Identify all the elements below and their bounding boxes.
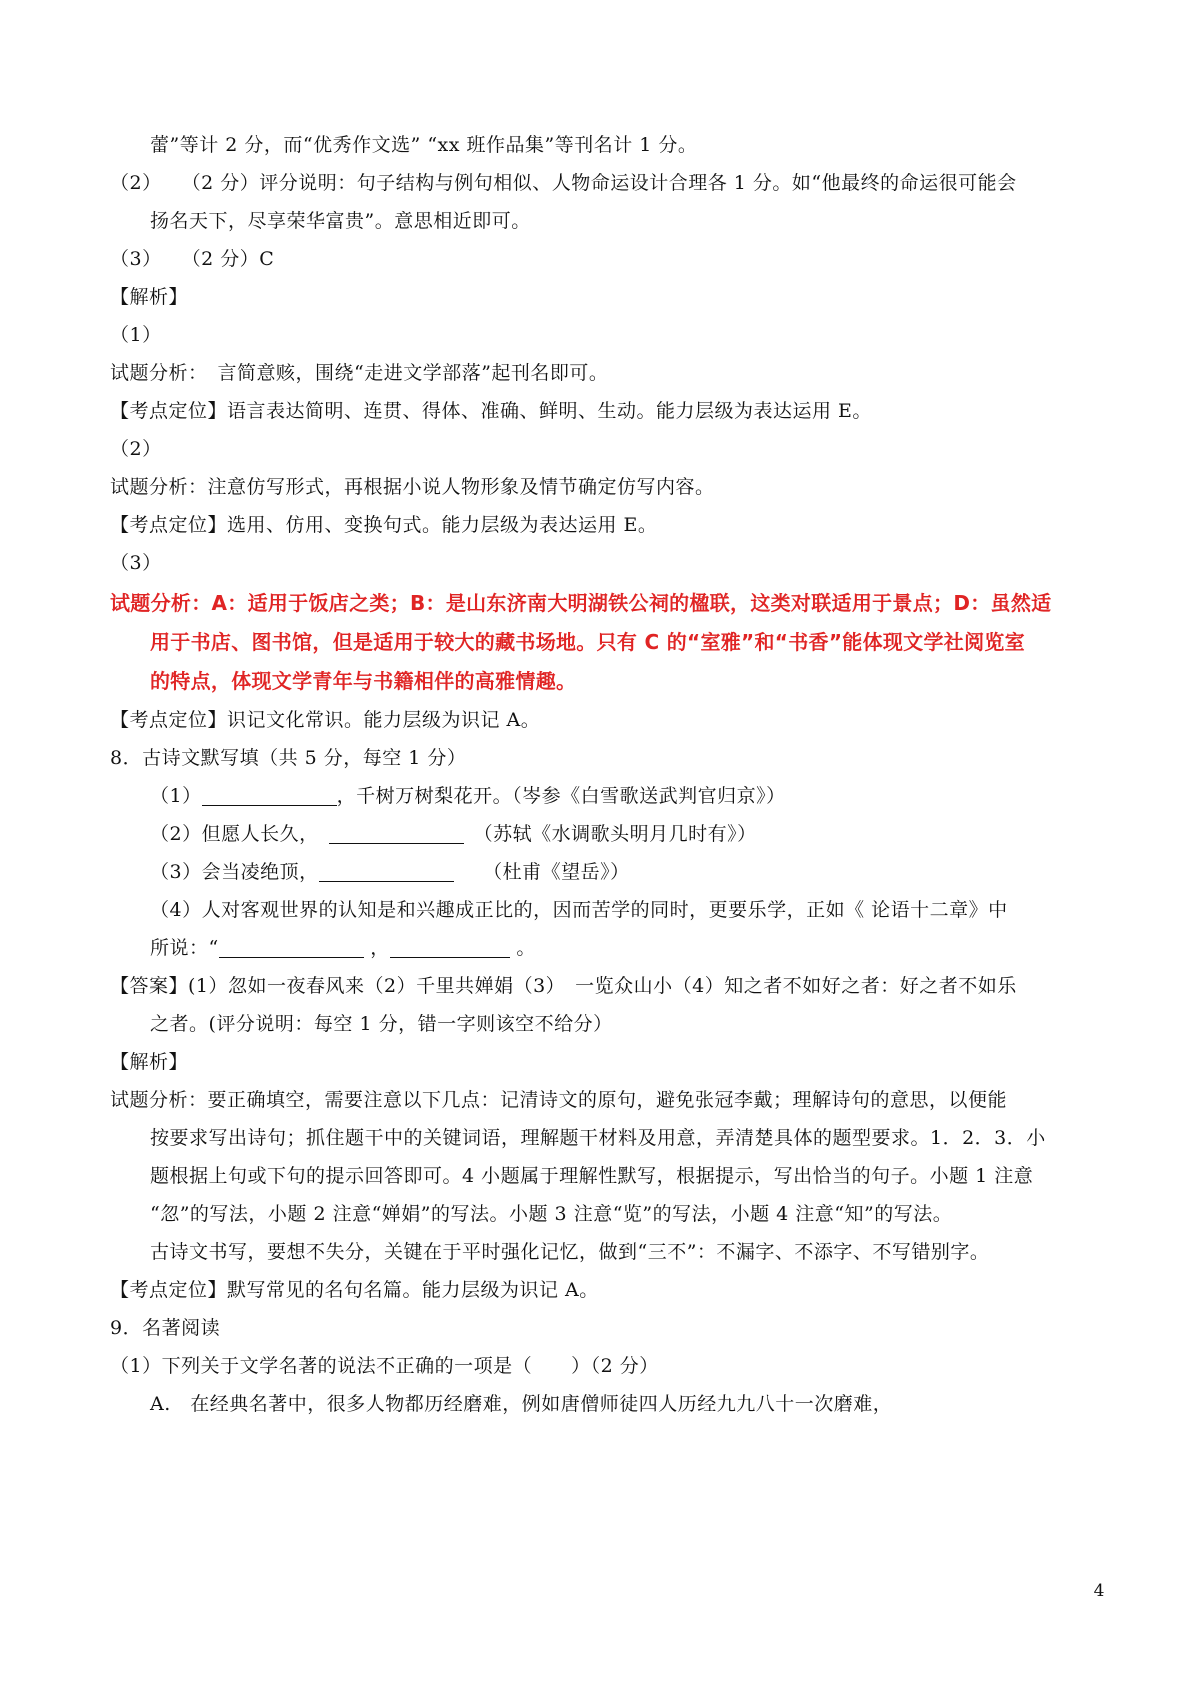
question-heading: 9．名著阅读 <box>110 1317 221 1339</box>
text-line: 试题分析：注意仿写形式，再根据小说人物形象及情节确定仿写内容。 <box>110 476 715 498</box>
text-line: （1） <box>110 324 162 346</box>
text-line: （3） （2 分）C <box>110 248 275 270</box>
section-heading: 【解析】 <box>110 286 189 308</box>
text-line: “忽”的写法，小题 2 注意“婵娟”的写法。小题 3 注意“览”的写法，小题 4 注意“知”的写法。 <box>150 1203 953 1225</box>
answer-blank[interactable] <box>202 783 337 806</box>
fill-blank-line <box>150 781 786 811</box>
text-line: （1）下列关于文学名著的说法不正确的一项是（ ）（2 分） <box>110 1355 659 1377</box>
text-line: 【考点定位】识记文化常识。能力层级为识记 A。 <box>110 709 541 731</box>
fill-blank-line <box>150 857 630 887</box>
text-fragment: 所说：“ <box>150 937 219 959</box>
answer-line: 之者。(评分说明：每空 1 分，错一字则该空不给分） <box>150 1013 613 1035</box>
question-heading: 8．古诗文默写填（共 5 分，每空 1 分） <box>110 747 467 769</box>
answer-blank[interactable] <box>329 821 464 844</box>
answer-blank[interactable] <box>390 935 510 958</box>
fill-blank-line <box>150 819 757 849</box>
text-line: 【考点定位】语言表达简明、连贯、得体、准确、鲜明、生动。能力层级为表达运用 E。 <box>110 400 872 422</box>
text-line: 试题分析：要正确填空，需要注意以下几点：记清诗文的原句，避免张冠李戴；理解诗句的意思，以便能 <box>110 1089 1008 1111</box>
text-line: （2） <box>110 438 162 460</box>
fill-blank-line <box>150 933 536 963</box>
page-number: 4 <box>1093 1581 1105 1601</box>
text-fragment: （3）会当凌绝顶， <box>150 861 319 883</box>
option-line: A. 在经典名著中，很多人物都历经磨难，例如唐僧师徒四人历经九九八十一次磨难， <box>150 1393 893 1415</box>
text-fragment: ，千树万树梨花开。（岑参《白雪歌送武判官归京》） <box>336 785 786 807</box>
text-fragment: （2）但愿人长久， <box>150 823 310 845</box>
answer-blank[interactable] <box>219 935 364 958</box>
text-fragment: ， <box>370 937 390 959</box>
text-line: 题根据上句或下句的提示回答即可。4 小题属于理解性默写，根据提示，写出恰当的句子。小题 1 注意 <box>150 1165 1034 1187</box>
text-line: 【考点定位】选用、仿用、变换句式。能力层级为表达运用 E。 <box>110 514 658 536</box>
text-line: 扬名天下，尽享荣华富贵”。意思相近即可。 <box>150 210 531 232</box>
text-fragment: （苏轼《水调歌头明月几时有》） <box>483 823 757 845</box>
text-line: （2） （2 分）评分说明：句子结构与例句相似、人物命运设计合理各 1 分。如“他最终的命运很可能会 <box>110 172 1017 194</box>
answer-blank[interactable] <box>319 859 454 882</box>
highlighted-analysis-line: 试题分析：A：适用于饭店之类；B：是山东济南大明湖铁公祠的楹联，这类对联适用于景点；D：虽然适 <box>110 591 1052 615</box>
answer-line: 【答案】(1）忽如一夜春风来（2）千里共婵娟（3） 一览众山小（4）知之者不如好之者：好之者不如乐 <box>110 975 1017 997</box>
highlighted-analysis-line: 用于书店、图书馆，但是适用于较大的藏书场地。只有 C 的“室雅”和“书香”能体现文学社阅览室 <box>150 630 1025 654</box>
text-line: 【考点定位】默写常见的名句名篇。能力层级为识记 A。 <box>110 1279 599 1301</box>
text-line: （3） <box>110 552 162 574</box>
text-line: 蕾”等计 2 分，而“优秀作文选” “xx 班作品集”等刊名计 1 分。 <box>150 134 698 156</box>
highlighted-analysis-line: 的特点，体现文学青年与书籍相伴的高雅情趣。 <box>150 669 577 693</box>
section-heading: 【解析】 <box>110 1051 189 1073</box>
text-fragment: （1） <box>150 785 202 807</box>
text-line: 按要求写出诗句；抓住题干中的关键词语，理解题干材料及用意，弄清楚具体的题型要求。1．2．3．小 <box>150 1127 1046 1149</box>
text-fragment: 。 <box>516 937 536 959</box>
text-line: 古诗文书写，要想不失分，关键在于平时强化记忆，做到“三不”：不漏字、不添字、不写错别字。 <box>150 1241 990 1263</box>
text-line: （4）人对客观世界的认知是和兴趣成正比的，因而苦学的同时，更要乐学，正如《 论语十二章》中 <box>150 899 1008 921</box>
text-line: 试题分析： 言简意赅，围绕“走进文学部落”起刊名即可。 <box>110 362 609 384</box>
text-fragment: （杜甫《望岳》） <box>492 861 630 883</box>
